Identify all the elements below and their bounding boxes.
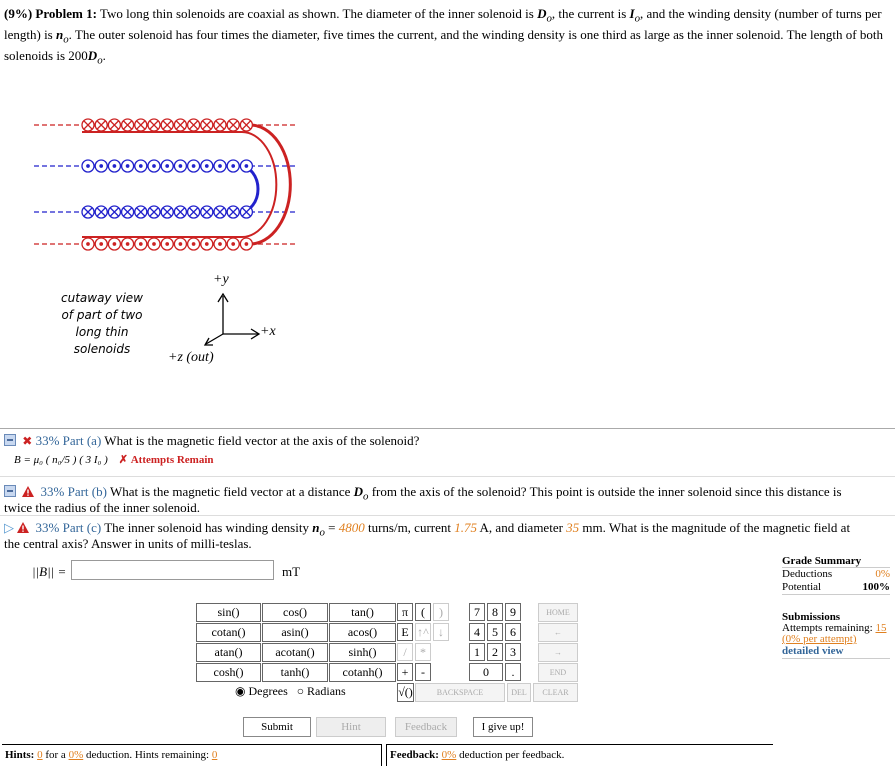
winding-dot (219, 165, 221, 167)
digit-key[interactable]: . (505, 663, 521, 681)
part-b-question-line2: twice the radius of the inner solenoid. (4, 500, 201, 515)
winding-dot (219, 243, 221, 245)
winding-dot (232, 243, 234, 245)
winding-dot (206, 243, 208, 245)
axis-x-label: +x (260, 324, 276, 339)
edit-key[interactable]: DEL (507, 683, 531, 702)
grade-summary: Grade Summary Deductions 0% Potential 100% Submissions Attempts remaining: 15 (0% per attempt) detailed view (782, 555, 890, 657)
digit-key[interactable]: 2 (487, 643, 503, 661)
problem-weight: (9%) (4, 6, 33, 21)
winding-dot (87, 243, 89, 245)
digit-key[interactable]: 5 (487, 623, 503, 641)
winding-dot (153, 165, 155, 167)
symbol-key[interactable]: π (397, 603, 413, 621)
winding-dot (126, 165, 128, 167)
digit-key[interactable]: 8 (487, 603, 503, 621)
hints-bar: Hints: 0 for a 0% deduction. Hints remaining: 0 (2, 744, 382, 766)
winding-dot (245, 243, 247, 245)
angle-mode: ◉ Degrees ○ Radians (235, 684, 346, 698)
digit-key[interactable]: 6 (505, 623, 521, 641)
digit-key[interactable]: 1 (469, 643, 485, 661)
divider (0, 515, 895, 516)
nav-key[interactable]: END (538, 663, 578, 682)
digit-key[interactable]: 9 (505, 603, 521, 621)
winding-dot (166, 165, 168, 167)
collapse-icon[interactable] (4, 434, 16, 446)
axis-y-label: +y (213, 272, 229, 287)
edit-key[interactable]: CLEAR (533, 683, 578, 702)
digit-key[interactable]: 4 (469, 623, 485, 641)
warning-icon (22, 486, 34, 497)
winding-dot (113, 165, 115, 167)
submit-button[interactable]: Submit (243, 717, 311, 737)
symbol-key[interactable]: - (415, 663, 431, 681)
degrees-radio[interactable]: ◉ (235, 684, 246, 698)
winding-dot (179, 165, 181, 167)
winding-dot (140, 165, 142, 167)
winding-dot (126, 243, 128, 245)
winding-dot (232, 165, 234, 167)
divider (0, 476, 895, 477)
symbol-key[interactable]: ↑^ (415, 623, 431, 641)
divider (0, 428, 895, 429)
attempts-remain-status: ✗ Attempts Remain (118, 454, 214, 466)
solenoid-figure (30, 112, 320, 372)
collapse-icon[interactable] (4, 485, 16, 497)
symbol-key[interactable]: ↓ (433, 623, 449, 641)
winding-dot (179, 243, 181, 245)
radians-radio[interactable]: ○ (296, 684, 305, 698)
nav-key[interactable]: → (538, 643, 578, 662)
func-key[interactable]: asin() (262, 623, 328, 642)
warning-icon (17, 522, 29, 533)
n-value: 4800 (338, 520, 365, 535)
winding-dot (153, 243, 155, 245)
func-key[interactable]: sin() (196, 603, 261, 622)
symbol-key[interactable]: E (397, 623, 413, 641)
func-key[interactable]: tan() (329, 603, 396, 622)
symbol-key[interactable]: * (415, 643, 431, 661)
i-value: 1.75 (454, 520, 477, 535)
nav-key[interactable]: ← (538, 623, 578, 642)
part-a-answer-row (14, 453, 214, 466)
part-c-question-line2: the central axis? Answer in units of milli-teslas. (4, 536, 252, 551)
symbol-key[interactable]: / (397, 643, 413, 661)
d-value: 35 (566, 520, 580, 535)
symbol-key[interactable]: + (397, 663, 413, 681)
symbol-key[interactable]: ( (415, 603, 431, 621)
winding-dot (166, 243, 168, 245)
func-key[interactable]: cos() (262, 603, 328, 622)
winding-dot (87, 165, 89, 167)
b-magnitude-label: ||B|| = (32, 564, 67, 579)
part-a-answer: B = μ₀ ( n₀/5 ) ( 3 I₀ ) (14, 454, 108, 466)
problem-label: Problem 1: (35, 6, 97, 21)
digit-key[interactable]: 0 (469, 663, 503, 681)
winding-dot (140, 243, 142, 245)
edit-key[interactable]: BACKSPACE (415, 683, 505, 702)
winding-dot (113, 243, 115, 245)
func-key[interactable]: acotan() (262, 643, 328, 662)
func-key[interactable]: tanh() (262, 663, 328, 682)
unit-label: mT (282, 564, 301, 579)
symbol-key[interactable]: ) (433, 603, 449, 621)
func-key[interactable]: cotan() (196, 623, 261, 642)
func-key[interactable]: acos() (329, 623, 396, 642)
func-key[interactable]: cotanh() (329, 663, 396, 682)
winding-dot (192, 243, 194, 245)
func-key[interactable]: atan() (196, 643, 261, 662)
winding-dot (192, 165, 194, 167)
winding-dot (206, 165, 208, 167)
wrong-icon: ✖ (22, 434, 33, 448)
problem-statement: (9%) Problem 1: Two long thin solenoids are coaxial as shown. The diameter of the inner solenoid is $D_o$, the current is $I_o$, and the winding density (number of turns per length) is $n_o$. The outer solenoid has four times the diameter, five times the current, and the winding density is one third as large as the inner solenoid. The length of both solenoids is $200D_o$. (4, 6, 883, 67)
axis-z-label: +z (out) (168, 350, 214, 365)
edit-key[interactable]: √() (397, 683, 414, 702)
nav-key[interactable]: HOME (538, 603, 578, 622)
func-key[interactable]: cosh() (196, 663, 261, 682)
digit-key[interactable]: 3 (505, 643, 521, 661)
hint-button[interactable]: Hint (316, 717, 386, 737)
part-b-header: 33% Part (b) What is the magnetic field vector at a distance $D_o$ from the axis of the solenoid? This point is outside the inner solenoid since this distance is (4, 484, 842, 503)
feedback-bar: Feedback: 0% deduction per feedback. (386, 744, 773, 766)
answer-input[interactable] (71, 560, 274, 580)
give-up-button[interactable]: I give up! (473, 717, 533, 737)
feedback-button[interactable]: Feedback (395, 717, 457, 737)
part-c-header: ▷ 33% Part (c) The inner solenoid has winding density $n_o = 4800$ turns/m, current 1.75 A, and diameter 35 mm. What is the magnitude of the magnetic field at (4, 520, 851, 539)
func-key[interactable]: sinh() (329, 643, 396, 662)
winding-dot (245, 165, 247, 167)
part-a-header: ✖ 33% Part (a) What is the magnetic field vector at the axis of the solenoid? (4, 433, 419, 449)
winding-dot (100, 243, 102, 245)
digit-key[interactable]: 7 (469, 603, 485, 621)
expand-arrow-icon[interactable]: ▷ (4, 520, 14, 535)
detailed-view-link[interactable]: detailed view (782, 645, 890, 659)
winding-dot (100, 165, 102, 167)
figure-caption: cutaway view of part of two long thin solenoids (61, 291, 143, 356)
